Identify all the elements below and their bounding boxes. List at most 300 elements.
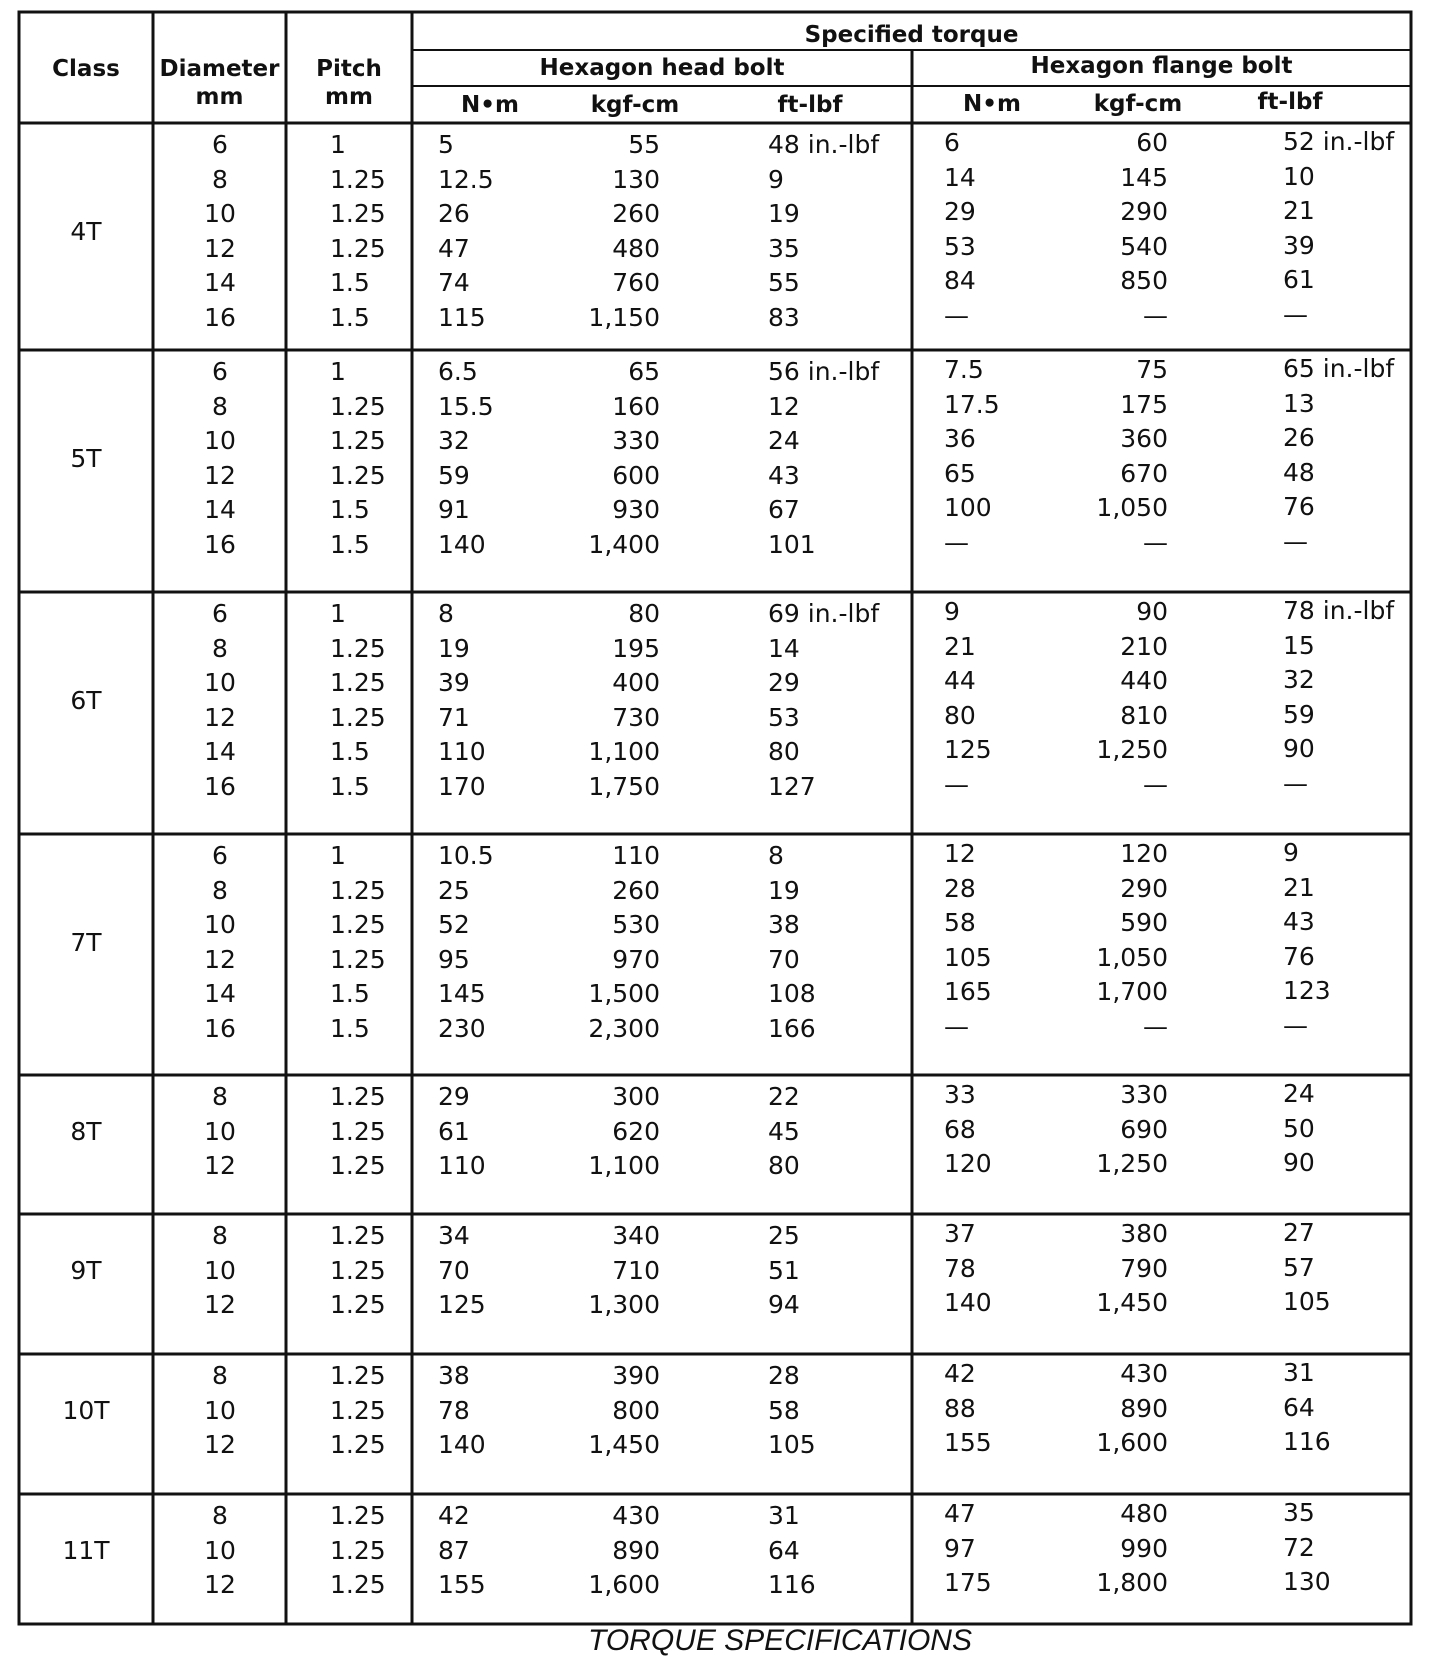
pitch-cell: 1.25 — [330, 1221, 386, 1250]
flange-ftlbf-cell: 39 — [1283, 230, 1315, 260]
flange-kgf-cell: 590 — [1120, 908, 1168, 938]
flange-ftlbf-cell: 90 — [1283, 1148, 1315, 1178]
head-ftlbf-cell: 48 in.-lbf — [768, 130, 880, 159]
head-ftlbf-cell: 127 — [768, 772, 816, 801]
head-nm-cell: 42 — [438, 1501, 470, 1530]
head-nm-cell: 71 — [438, 702, 470, 732]
pitch-cell: 1 — [330, 130, 346, 159]
head-nm-cell: 87 — [438, 1535, 470, 1565]
flange-ftlbf-cell: 130 — [1283, 1567, 1331, 1597]
flange-ftlbf-cell: 90 — [1283, 734, 1315, 764]
flange-kgf-cell: 1,250 — [1096, 735, 1168, 765]
flange-nm-cell: 58 — [944, 908, 976, 938]
flange-kgf-cell: 360 — [1120, 424, 1168, 454]
flange-kgf-cell: 330 — [1120, 1080, 1168, 1109]
flange-ftlbf-cell: 64 — [1283, 1392, 1315, 1422]
flange-nm-cell: 36 — [944, 424, 976, 454]
header-head-nm: N•m — [461, 92, 519, 118]
head-ftlbf-cell: 55 — [768, 268, 800, 298]
head-ftlbf-cell: 116 — [768, 1570, 816, 1600]
head-kgf-cell: 890 — [612, 1535, 660, 1565]
diameter-cell: 8 — [212, 633, 228, 663]
header-head-kgf: kgf-cm — [590, 92, 680, 118]
flange-nm-cell: 80 — [944, 700, 976, 730]
head-kgf-cell: 480 — [612, 233, 660, 263]
head-nm-cell: 39 — [438, 668, 470, 698]
flange-ftlbf-cell: 65 in.-lbf — [1283, 354, 1395, 383]
head-ftlbf-cell: 64 — [768, 1535, 800, 1565]
head-nm-cell: 6.5 — [438, 357, 478, 386]
head-ftlbf-cell: 22 — [768, 1082, 800, 1111]
pitch-cell: 1.25 — [330, 668, 386, 698]
diameter-cell: 10 — [204, 1255, 236, 1285]
head-nm-cell: 29 — [438, 1082, 470, 1111]
head-kgf-cell: 260 — [612, 199, 660, 229]
flange-kgf-cell: 1,250 — [1096, 1149, 1168, 1179]
head-kgf-cell: 600 — [612, 460, 660, 490]
head-ftlbf-cell: 12 — [768, 391, 800, 421]
flange-ftlbf-cell: 21 — [1283, 872, 1315, 902]
flange-kgf-cell: 670 — [1120, 458, 1168, 488]
head-ftlbf-cell: 8 — [768, 841, 784, 870]
flange-nm-cell: 88 — [944, 1393, 976, 1423]
flange-nm-cell: 17.5 — [944, 389, 1000, 419]
head-nm-cell: 52 — [438, 910, 470, 940]
flange-ftlbf-cell: 10 — [1283, 161, 1315, 191]
head-ftlbf-cell: 45 — [768, 1116, 800, 1146]
head-ftlbf-cell: 94 — [768, 1290, 800, 1320]
flange-ftlbf-cell: — — [1283, 300, 1308, 329]
flange-nm-cell: 6 — [944, 128, 960, 157]
head-kgf-cell: 730 — [612, 702, 660, 732]
pitch-cell: 1.25 — [330, 1501, 386, 1530]
flange-kgf-cell: 790 — [1120, 1253, 1168, 1283]
flange-ftlbf-cell: 116 — [1283, 1427, 1331, 1457]
head-kgf-cell: 300 — [612, 1082, 660, 1111]
pitch-cell: 1.25 — [330, 1151, 386, 1181]
head-kgf-cell: 620 — [612, 1116, 660, 1146]
head-nm-cell: 59 — [438, 460, 470, 490]
flange-kgf-cell: 1,700 — [1096, 977, 1168, 1007]
flange-ftlbf-cell: 123 — [1283, 976, 1331, 1006]
diameter-cell: 10 — [204, 1395, 236, 1425]
head-ftlbf-cell: 58 — [768, 1395, 800, 1425]
flange-nm-cell: 29 — [944, 197, 976, 227]
head-kgf-cell: 760 — [612, 268, 660, 298]
header-pitch-unit: mm — [325, 84, 373, 110]
head-nm-cell: 170 — [438, 772, 486, 801]
head-nm-cell: 74 — [438, 268, 470, 298]
flange-ftlbf-cell: 9 — [1283, 838, 1299, 867]
diameter-cell: 10 — [204, 1116, 236, 1146]
head-ftlbf-cell: 35 — [768, 233, 800, 263]
flange-kgf-cell: 1,050 — [1096, 942, 1168, 972]
flange-ftlbf-cell: 31 — [1283, 1358, 1315, 1387]
flange-kgf-cell: 850 — [1120, 266, 1168, 296]
header-diameter-unit: mm — [195, 84, 244, 110]
flange-nm-cell: 14 — [944, 162, 976, 192]
head-kgf-cell: 530 — [612, 910, 660, 940]
flange-kgf-cell: 1,600 — [1096, 1428, 1168, 1458]
header-pitch: Pitch — [316, 56, 382, 82]
head-kgf-cell: 930 — [612, 495, 660, 525]
pitch-cell: 1.5 — [330, 530, 370, 559]
head-ftlbf-cell: 51 — [768, 1255, 800, 1285]
flange-kgf-cell: 480 — [1120, 1499, 1168, 1528]
flange-kgf-cell: 430 — [1120, 1359, 1168, 1388]
head-kgf-cell: 130 — [612, 164, 660, 194]
pitch-cell: 1.5 — [330, 303, 370, 332]
head-ftlbf-cell: 80 — [768, 1151, 800, 1181]
flange-ftlbf-cell: 57 — [1283, 1252, 1315, 1282]
head-nm-cell: 15.5 — [438, 391, 494, 421]
flange-nm-cell: 44 — [944, 666, 976, 696]
head-kgf-cell: 430 — [612, 1501, 660, 1530]
class-label: 8T — [70, 1116, 102, 1146]
flange-kgf-cell: 75 — [1136, 355, 1168, 384]
head-ftlbf-cell: 31 — [768, 1501, 800, 1530]
head-nm-cell: 12.5 — [438, 164, 494, 194]
flange-ftlbf-cell: 24 — [1283, 1079, 1315, 1108]
flange-nm-cell: 120 — [944, 1149, 992, 1179]
diameter-cell: 10 — [204, 910, 236, 940]
head-kgf-cell: 260 — [612, 875, 660, 905]
flange-kgf-cell: 210 — [1120, 631, 1168, 661]
flange-nm-cell: — — [944, 1012, 969, 1041]
pitch-cell: 1.25 — [330, 1290, 386, 1320]
header-flange-nm: N•m — [963, 91, 1021, 117]
head-ftlbf-cell: 56 in.-lbf — [768, 357, 880, 386]
header-specified-torque: Specified torque — [804, 22, 1019, 48]
flange-kgf-cell: 810 — [1120, 700, 1168, 730]
diameter-cell: 12 — [204, 460, 236, 490]
flange-nm-cell: 155 — [944, 1428, 992, 1458]
flange-kgf-cell: 890 — [1120, 1393, 1168, 1423]
flange-nm-cell: 125 — [944, 735, 992, 765]
pitch-cell: 1.25 — [330, 1535, 386, 1565]
pitch-cell: 1.25 — [330, 460, 386, 490]
flange-nm-cell: — — [944, 770, 969, 799]
head-nm-cell: 115 — [438, 303, 486, 332]
flange-kgf-cell: 120 — [1120, 839, 1168, 868]
head-kgf-cell: 340 — [612, 1221, 660, 1250]
head-nm-cell: 110 — [438, 737, 486, 767]
head-ftlbf-cell: 14 — [768, 633, 800, 663]
diameter-cell: 12 — [204, 1151, 236, 1181]
header-hex-head-bolt: Hexagon head bolt — [539, 55, 785, 81]
class-label: 5T — [70, 443, 102, 473]
head-kgf-cell: 1,400 — [588, 530, 660, 559]
head-ftlbf-cell: 19 — [768, 199, 800, 229]
flange-ftlbf-cell: 26 — [1283, 423, 1315, 453]
flange-kgf-cell: 1,450 — [1096, 1288, 1168, 1318]
diameter-cell: 10 — [204, 426, 236, 456]
diameter-cell: 14 — [204, 979, 236, 1009]
flange-kgf-cell: — — [1143, 1012, 1168, 1041]
flange-nm-cell: — — [944, 528, 969, 557]
head-ftlbf-cell: 9 — [768, 164, 784, 194]
head-nm-cell: 70 — [438, 1255, 470, 1285]
diameter-cell: 14 — [204, 737, 236, 767]
head-ftlbf-cell: 43 — [768, 460, 800, 490]
diameter-cell: 14 — [204, 268, 236, 298]
diameter-cell: 12 — [204, 233, 236, 263]
header-flange-ftlbf: ft-lbf — [1257, 89, 1323, 115]
flange-ftlbf-cell: 72 — [1283, 1532, 1315, 1562]
flange-nm-cell: 165 — [944, 977, 992, 1007]
flange-ftlbf-cell: 32 — [1283, 665, 1315, 695]
flange-nm-cell: 9 — [944, 597, 960, 626]
head-kgf-cell: 710 — [612, 1255, 660, 1285]
flange-nm-cell: 68 — [944, 1114, 976, 1144]
head-kgf-cell: 80 — [628, 599, 660, 628]
flange-ftlbf-cell: 21 — [1283, 196, 1315, 226]
flange-nm-cell: 37 — [944, 1219, 976, 1248]
head-nm-cell: 32 — [438, 426, 470, 456]
flange-nm-cell: 7.5 — [944, 355, 984, 384]
head-ftlbf-cell: 69 in.-lbf — [768, 599, 880, 628]
diameter-cell: 12 — [204, 702, 236, 732]
diameter-cell: 16 — [204, 772, 236, 801]
head-nm-cell: 47 — [438, 233, 470, 263]
diameter-cell: 6 — [212, 841, 228, 870]
pitch-cell: 1.5 — [330, 1014, 370, 1043]
head-kgf-cell: 160 — [612, 391, 660, 421]
head-kgf-cell: 970 — [612, 944, 660, 974]
flange-ftlbf-cell: 52 in.-lbf — [1283, 127, 1395, 156]
pitch-cell: 1.5 — [330, 772, 370, 801]
head-nm-cell: 61 — [438, 1116, 470, 1146]
flange-ftlbf-cell: 48 — [1283, 457, 1315, 487]
pitch-cell: 1 — [330, 599, 346, 628]
diameter-cell: 12 — [204, 1430, 236, 1460]
flange-ftlbf-cell: 15 — [1283, 630, 1315, 660]
diameter-cell: 12 — [204, 1290, 236, 1320]
header-class: Class — [52, 56, 120, 82]
diameter-cell: 16 — [204, 303, 236, 332]
head-ftlbf-cell: 53 — [768, 702, 800, 732]
diameter-cell: 10 — [204, 199, 236, 229]
flange-nm-cell: 100 — [944, 493, 992, 523]
head-ftlbf-cell: 108 — [768, 979, 816, 1009]
class-label: 11T — [62, 1535, 110, 1565]
pitch-cell: 1.25 — [330, 702, 386, 732]
flange-kgf-cell: 145 — [1120, 162, 1168, 192]
head-nm-cell: 10.5 — [438, 841, 494, 870]
flange-nm-cell: 33 — [944, 1080, 976, 1109]
pitch-cell: 1.25 — [330, 1430, 386, 1460]
flange-ftlbf-cell: 50 — [1283, 1113, 1315, 1143]
head-ftlbf-cell: 19 — [768, 875, 800, 905]
flange-ftlbf-cell: 43 — [1283, 907, 1315, 937]
pitch-cell: 1.25 — [330, 1082, 386, 1111]
head-kgf-cell: 330 — [612, 426, 660, 456]
flange-nm-cell: 28 — [944, 873, 976, 903]
diameter-cell: 8 — [212, 1082, 228, 1111]
head-nm-cell: 78 — [438, 1395, 470, 1425]
diameter-cell: 8 — [212, 1501, 228, 1530]
head-ftlbf-cell: 25 — [768, 1221, 800, 1250]
flange-kgf-cell: — — [1143, 528, 1168, 557]
head-nm-cell: 8 — [438, 599, 454, 628]
pitch-cell: 1.25 — [330, 1395, 386, 1425]
pitch-cell: 1.25 — [330, 875, 386, 905]
flange-nm-cell: 12 — [944, 839, 976, 868]
diameter-cell: 6 — [212, 599, 228, 628]
flange-ftlbf-cell: 59 — [1283, 699, 1315, 729]
pitch-cell: 1.25 — [330, 233, 386, 263]
flange-kgf-cell: 1,800 — [1096, 1568, 1168, 1598]
head-nm-cell: 125 — [438, 1290, 486, 1320]
flange-nm-cell: 105 — [944, 942, 992, 972]
pitch-cell: 1.25 — [330, 944, 386, 974]
class-label: 6T — [70, 685, 102, 715]
head-kgf-cell: 1,750 — [588, 772, 660, 801]
flange-nm-cell: 140 — [944, 1288, 992, 1318]
flange-ftlbf-cell: 13 — [1283, 388, 1315, 418]
flange-kgf-cell: 290 — [1120, 197, 1168, 227]
flange-ftlbf-cell: — — [1283, 769, 1308, 798]
diameter-cell: 8 — [212, 1221, 228, 1250]
flange-nm-cell: 78 — [944, 1253, 976, 1283]
head-nm-cell: 230 — [438, 1014, 486, 1043]
head-kgf-cell: 1,600 — [588, 1570, 660, 1600]
flange-nm-cell: 84 — [944, 266, 976, 296]
flange-nm-cell: 42 — [944, 1359, 976, 1388]
flange-ftlbf-cell: 76 — [1283, 492, 1315, 522]
header-diameter: Diameter — [159, 56, 280, 82]
head-nm-cell: 140 — [438, 530, 486, 559]
flange-ftlbf-cell: 27 — [1283, 1218, 1315, 1247]
flange-kgf-cell: 290 — [1120, 873, 1168, 903]
pitch-cell: 1.25 — [330, 199, 386, 229]
table-caption: TORQUE SPECIFICATIONS — [588, 1624, 972, 1657]
flange-ftlbf-cell: 61 — [1283, 265, 1315, 295]
flange-nm-cell: 175 — [944, 1568, 992, 1598]
flange-nm-cell: 47 — [944, 1499, 976, 1528]
pitch-cell: 1.25 — [330, 391, 386, 421]
head-nm-cell: 91 — [438, 495, 470, 525]
head-kgf-cell: 400 — [612, 668, 660, 698]
flange-kgf-cell: 690 — [1120, 1114, 1168, 1144]
head-nm-cell: 145 — [438, 979, 486, 1009]
flange-kgf-cell: 90 — [1136, 597, 1168, 626]
pitch-cell: 1.5 — [330, 268, 370, 298]
head-ftlbf-cell: 70 — [768, 944, 800, 974]
head-kgf-cell: 1,150 — [588, 303, 660, 332]
header-head-ftlbf: ft-lbf — [777, 92, 843, 118]
head-kgf-cell: 195 — [612, 633, 660, 663]
pitch-cell: 1.25 — [330, 1255, 386, 1285]
flange-ftlbf-cell: 78 in.-lbf — [1283, 596, 1395, 625]
flange-kgf-cell: — — [1143, 770, 1168, 799]
pitch-cell: 1.25 — [330, 633, 386, 663]
head-ftlbf-cell: 28 — [768, 1361, 800, 1390]
head-nm-cell: 25 — [438, 875, 470, 905]
pitch-cell: 1.25 — [330, 910, 386, 940]
head-ftlbf-cell: 166 — [768, 1014, 816, 1043]
diameter-cell: 10 — [204, 1535, 236, 1565]
flange-kgf-cell: 990 — [1120, 1533, 1168, 1563]
flange-ftlbf-cell: 35 — [1283, 1498, 1315, 1527]
header-hex-flange-bolt: Hexagon flange bolt — [1030, 53, 1293, 79]
diameter-cell: 8 — [212, 875, 228, 905]
diameter-cell: 16 — [204, 530, 236, 559]
head-nm-cell: 38 — [438, 1361, 470, 1390]
head-nm-cell: 5 — [438, 130, 454, 159]
pitch-cell: 1.25 — [330, 1570, 386, 1600]
pitch-cell: 1.25 — [330, 1361, 386, 1390]
head-kgf-cell: 800 — [612, 1395, 660, 1425]
class-label: 10T — [62, 1395, 110, 1425]
head-kgf-cell: 55 — [628, 130, 660, 159]
head-ftlbf-cell: 101 — [768, 530, 816, 559]
head-nm-cell: 95 — [438, 944, 470, 974]
header-flange-kgf: kgf-cm — [1093, 91, 1183, 117]
head-nm-cell: 110 — [438, 1151, 486, 1181]
head-ftlbf-cell: 24 — [768, 426, 800, 456]
head-kgf-cell: 65 — [628, 357, 660, 386]
pitch-cell: 1.5 — [330, 979, 370, 1009]
flange-kgf-cell: 1,050 — [1096, 493, 1168, 523]
flange-ftlbf-cell: — — [1283, 1011, 1308, 1040]
flange-kgf-cell: 60 — [1136, 128, 1168, 157]
flange-nm-cell: 53 — [944, 231, 976, 261]
head-ftlbf-cell: 80 — [768, 737, 800, 767]
head-nm-cell: 34 — [438, 1221, 470, 1250]
head-kgf-cell: 1,450 — [588, 1430, 660, 1460]
pitch-cell: 1 — [330, 841, 346, 870]
flange-nm-cell: 21 — [944, 631, 976, 661]
head-ftlbf-cell: 67 — [768, 495, 800, 525]
class-label: 7T — [70, 927, 102, 957]
pitch-cell: 1.5 — [330, 495, 370, 525]
pitch-cell: 1.5 — [330, 737, 370, 767]
head-kgf-cell: 1,100 — [588, 1151, 660, 1181]
flange-nm-cell: 97 — [944, 1533, 976, 1563]
diameter-cell: 6 — [212, 130, 228, 159]
flange-nm-cell: 65 — [944, 458, 976, 488]
flange-kgf-cell: — — [1143, 301, 1168, 330]
flange-ftlbf-cell: 76 — [1283, 941, 1315, 971]
diameter-cell: 12 — [204, 1570, 236, 1600]
head-kgf-cell: 1,500 — [588, 979, 660, 1009]
flange-kgf-cell: 440 — [1120, 666, 1168, 696]
diameter-cell: 10 — [204, 668, 236, 698]
head-nm-cell: 19 — [438, 633, 470, 663]
flange-nm-cell: — — [944, 301, 969, 330]
head-kgf-cell: 1,300 — [588, 1290, 660, 1320]
head-kgf-cell: 2,300 — [588, 1014, 660, 1043]
diameter-cell: 12 — [204, 944, 236, 974]
flange-ftlbf-cell: — — [1283, 527, 1308, 556]
flange-kgf-cell: 380 — [1120, 1219, 1168, 1248]
diameter-cell: 8 — [212, 164, 228, 194]
head-ftlbf-cell: 83 — [768, 303, 800, 332]
diameter-cell: 16 — [204, 1014, 236, 1043]
pitch-cell: 1 — [330, 357, 346, 386]
diameter-cell: 6 — [212, 357, 228, 386]
flange-kgf-cell: 540 — [1120, 231, 1168, 261]
head-kgf-cell: 390 — [612, 1361, 660, 1390]
head-nm-cell: 26 — [438, 199, 470, 229]
pitch-cell: 1.25 — [330, 426, 386, 456]
head-ftlbf-cell: 38 — [768, 910, 800, 940]
head-ftlbf-cell: 29 — [768, 668, 800, 698]
diameter-cell: 8 — [212, 1361, 228, 1390]
flange-ftlbf-cell: 105 — [1283, 1287, 1331, 1317]
head-kgf-cell: 110 — [612, 841, 660, 870]
